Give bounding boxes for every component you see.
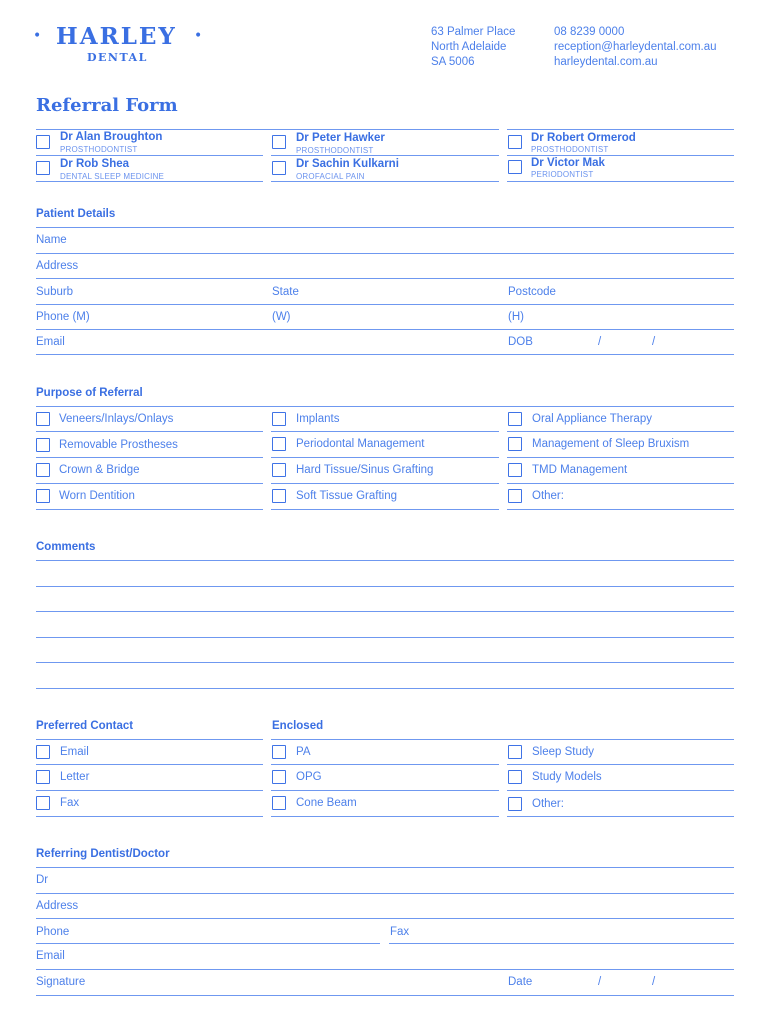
logo-dot-left: • <box>33 28 42 44</box>
purpose-label-implants: Implants <box>296 413 340 425</box>
purpose-checkbox-tmd[interactable] <box>508 463 522 477</box>
referrer-email-field[interactable] <box>36 969 734 970</box>
patient-dob-slash-2: / <box>652 336 656 348</box>
enclosed-label-study-models: Study Models <box>532 771 602 783</box>
enclosed-checkbox-pa[interactable] <box>272 745 286 759</box>
purpose-label-grafting: Hard Tissue/Sinus Grafting <box>296 464 434 476</box>
purpose-label-oral-appliance: Oral Appliance Therapy <box>532 413 652 425</box>
doctor-name-hawker: Dr Peter Hawker <box>296 132 385 144</box>
patient-suburb-label: Suburb <box>36 286 74 298</box>
doctor-role-broughton: PROSTHODONTIST <box>60 145 138 154</box>
purpose-checkbox-grafting[interactable] <box>272 463 286 477</box>
patient-email-field[interactable] <box>36 354 734 355</box>
doctor-role-shea: DENTAL SLEEP MEDICINE <box>60 172 165 181</box>
doctor-name-broughton: Dr Alan Broughton <box>60 131 163 143</box>
comments-heading: Comments <box>36 541 96 553</box>
purpose-checkbox-removable[interactable] <box>36 438 50 452</box>
referrer-signature-field[interactable] <box>36 995 734 996</box>
referrer-email-label: Email <box>36 950 65 962</box>
logo-sub: DENTAL <box>87 51 148 64</box>
purpose-checkbox-periodontal[interactable] <box>272 437 286 451</box>
preferred-checkbox-letter[interactable] <box>36 770 50 784</box>
comments-line-1[interactable] <box>36 560 734 561</box>
patient-suburb-field[interactable] <box>36 304 734 305</box>
doctor-checkbox-hawker[interactable] <box>272 135 286 149</box>
purpose-label-worn: Worn Dentition <box>59 490 135 502</box>
purpose-heading: Purpose of Referral <box>36 387 143 399</box>
purpose-checkbox-veneers[interactable] <box>36 412 50 426</box>
logo-dot-right: • <box>194 28 203 44</box>
logo-name: HARLEY <box>56 23 177 50</box>
referrer-phone-label: Phone <box>36 926 70 938</box>
patient-phone-w-label: (W) <box>272 311 291 323</box>
address-line2: North Adelaide <box>431 41 507 53</box>
purpose-checkbox-worn[interactable] <box>36 489 50 503</box>
referrer-date-slash-1: / <box>598 976 602 988</box>
enclosed-label-other: Other: <box>532 798 564 810</box>
referrer-fax-label: Fax <box>390 926 410 938</box>
comments-line-3[interactable] <box>36 611 734 612</box>
doctor-checkbox-broughton[interactable] <box>36 135 50 149</box>
purpose-label-bruxism: Management of Sleep Bruxism <box>532 438 690 450</box>
purpose-label-crown: Crown & Bridge <box>59 464 140 476</box>
purpose-checkbox-soft-tissue[interactable] <box>272 489 286 503</box>
comments-line-2[interactable] <box>36 586 734 587</box>
purpose-label-veneers: Veneers/Inlays/Onlays <box>59 413 174 425</box>
purpose-checkbox-implants[interactable] <box>272 412 286 426</box>
preferred-checkbox-email[interactable] <box>36 745 50 759</box>
patient-email-label: Email <box>36 336 65 348</box>
patient-name-label: Name <box>36 234 67 246</box>
enclosed-label-sleep-study: Sleep Study <box>532 746 595 758</box>
enclosed-checkbox-cone-beam[interactable] <box>272 796 286 810</box>
patient-phone-h-label: (H) <box>508 311 524 323</box>
referrer-signature-label: Signature <box>36 976 86 988</box>
purpose-checkbox-crown[interactable] <box>36 463 50 477</box>
doctor-checkbox-ormerod[interactable] <box>508 135 522 149</box>
comments-line-6[interactable] <box>36 688 734 689</box>
preferred-label-fax: Fax <box>60 797 80 809</box>
enclosed-label-cone-beam: Cone Beam <box>296 797 357 809</box>
doctor-checkbox-shea[interactable] <box>36 161 50 175</box>
purpose-label-tmd: TMD Management <box>532 464 628 476</box>
enclosed-checkbox-other[interactable] <box>508 797 522 811</box>
purpose-label-periodontal: Periodontal Management <box>296 438 425 450</box>
purpose-checkbox-oral-appliance[interactable] <box>508 412 522 426</box>
doctor-checkbox-kulkarni[interactable] <box>272 161 286 175</box>
doctor-role-mak: PERIODONTIST <box>531 170 594 179</box>
referrer-address-field[interactable] <box>36 918 734 919</box>
purpose-checkbox-bruxism[interactable] <box>508 437 522 451</box>
referrer-heading: Referring Dentist/Doctor <box>36 848 170 860</box>
comments-line-5[interactable] <box>36 662 734 663</box>
comments-line-4[interactable] <box>36 637 734 638</box>
referrer-phone-field[interactable] <box>36 943 380 944</box>
patient-address-field[interactable] <box>36 278 734 279</box>
referrer-dr-field[interactable] <box>36 893 734 894</box>
enclosed-label-pa: PA <box>296 746 311 758</box>
referrer-date-slash-2: / <box>652 976 656 988</box>
doctor-role-ormerod: PROSTHODONTIST <box>531 145 609 154</box>
page-title: Referral Form <box>36 95 178 116</box>
purpose-checkbox-other[interactable] <box>508 489 522 503</box>
enclosed-checkbox-study-models[interactable] <box>508 770 522 784</box>
doctor-checkbox-mak[interactable] <box>508 160 522 174</box>
patient-phone-m-label: Phone (M) <box>36 311 90 323</box>
patient-address-label: Address <box>36 260 79 272</box>
doctor-name-ormerod: Dr Robert Ormerod <box>531 132 636 144</box>
contact-email[interactable]: reception@harleydental.com.au <box>554 41 717 53</box>
address-line3: SA 5006 <box>431 56 475 68</box>
preferred-checkbox-fax[interactable] <box>36 796 50 810</box>
referrer-fax-field[interactable] <box>389 943 734 944</box>
patient-state-label: State <box>272 286 299 298</box>
purpose-label-removable: Removable Prostheses <box>59 439 178 451</box>
patient-heading: Patient Details <box>36 208 116 220</box>
enclosed-label-opg: OPG <box>296 771 322 783</box>
patient-postcode-label: Postcode <box>508 286 556 298</box>
referrer-address-label: Address <box>36 900 79 912</box>
preferred-label-letter: Letter <box>60 771 90 783</box>
patient-dob-label: DOB <box>508 336 533 348</box>
enclosed-checkbox-sleep-study[interactable] <box>508 745 522 759</box>
doctor-name-shea: Dr Rob Shea <box>60 158 130 170</box>
address-line1: 63 Palmer Place <box>431 26 516 38</box>
purpose-label-other: Other: <box>532 490 564 502</box>
patient-name-field[interactable] <box>36 253 734 254</box>
doctor-name-kulkarni: Dr Sachin Kulkarni <box>296 158 399 170</box>
contact-phone: 08 8239 0000 <box>554 26 625 38</box>
doctor-name-mak: Dr Victor Mak <box>531 157 605 169</box>
preferred-heading: Preferred Contact <box>36 720 134 732</box>
patient-dob-slash-1: / <box>598 336 602 348</box>
referrer-date-label: Date <box>508 976 533 988</box>
enclosed-checkbox-opg[interactable] <box>272 770 286 784</box>
doctor-role-kulkarni: OROFACIAL PAIN <box>296 172 365 181</box>
doctor-role-hawker: PROSTHODONTIST <box>296 146 374 155</box>
referrer-dr-label: Dr <box>36 874 49 886</box>
enclosed-heading: Enclosed <box>272 720 324 732</box>
purpose-label-soft-tissue: Soft Tissue Grafting <box>296 490 397 502</box>
preferred-label-email: Email <box>60 746 89 758</box>
patient-phone-field[interactable] <box>36 329 734 330</box>
contact-web[interactable]: harleydental.com.au <box>554 56 658 68</box>
